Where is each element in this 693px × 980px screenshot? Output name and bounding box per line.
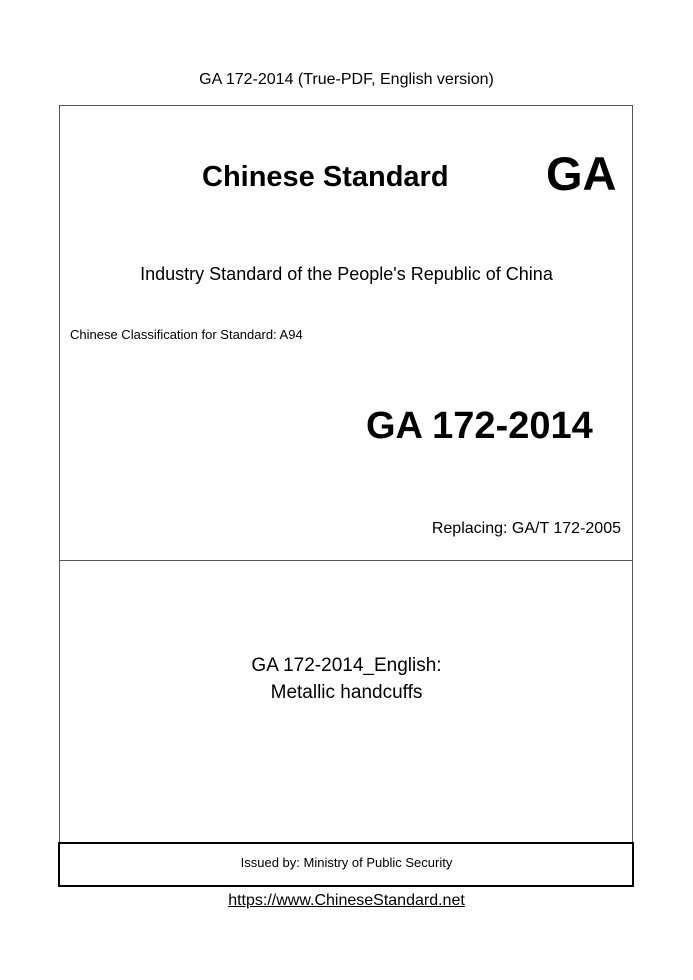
footer [0, 892, 693, 910]
document-title-line-2: Metallic handcuffs [270, 682, 423, 703]
document-title [0, 652, 693, 706]
issued-by: Issued by: Ministry of Public Security [240, 855, 453, 870]
classification-label: Chinese Classification for Standard: A94 [70, 327, 303, 342]
replacing-note: Replacing: GA/T 172-2005 [431, 520, 621, 537]
standard-heading: Chinese Standard [202, 161, 449, 193]
document-title-line-1: GA 172-2014_English: [251, 655, 442, 676]
document-header: GA 172-2014 (True-PDF, English version) [199, 71, 494, 88]
standard-number: GA 172-2014 [366, 405, 593, 447]
standard-code-mark: GA [546, 147, 617, 200]
industry-standard-line: Industry Standard of the People's Republic of China [140, 264, 553, 284]
website-link[interactable]: https://www.ChineseStandard.net [228, 892, 465, 909]
